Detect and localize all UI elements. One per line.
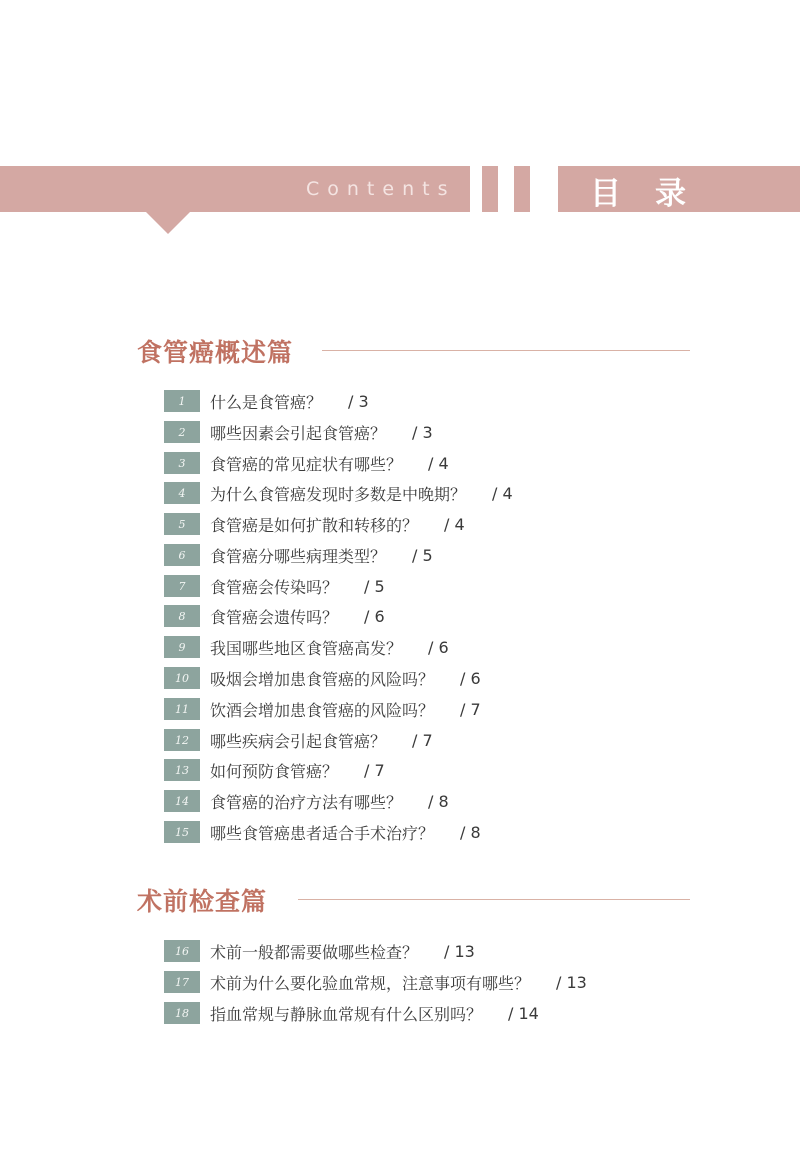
toc-item[interactable] bbox=[164, 636, 449, 658]
item-number: 2 bbox=[164, 421, 200, 443]
toc-item[interactable] bbox=[164, 421, 433, 443]
item-text: 食管癌会遗传吗？ bbox=[210, 607, 339, 627]
item-page: / 6 bbox=[364, 606, 385, 626]
item-page: / 7 bbox=[412, 730, 433, 750]
toc-item[interactable] bbox=[164, 790, 449, 812]
section-rule bbox=[322, 350, 690, 351]
toc-item[interactable] bbox=[164, 971, 587, 993]
item-number: 10 bbox=[164, 667, 200, 689]
item-page: / 4 bbox=[444, 514, 465, 534]
section-title-preop: 术前检查篇 bbox=[137, 887, 268, 916]
toc-item[interactable] bbox=[164, 452, 449, 474]
item-page: / 14 bbox=[508, 1003, 539, 1023]
item-text: 术前为什么要化验血常规，注意事项有哪些？ bbox=[210, 973, 531, 993]
toc-item[interactable] bbox=[164, 821, 481, 843]
toc-item[interactable] bbox=[164, 759, 385, 781]
item-number: 1 bbox=[164, 390, 200, 412]
item-number: 16 bbox=[164, 940, 200, 962]
toc-item[interactable] bbox=[164, 940, 475, 962]
item-text: 食管癌的常见症状有哪些？ bbox=[210, 454, 403, 474]
toc-item[interactable] bbox=[164, 605, 385, 627]
page-title: 目录 bbox=[590, 176, 720, 212]
item-text: 哪些食管癌患者适合手术治疗？ bbox=[210, 823, 435, 843]
item-number: 4 bbox=[164, 482, 200, 504]
item-page: / 4 bbox=[428, 453, 449, 473]
item-text: 哪些因素会引起食管癌？ bbox=[210, 423, 387, 443]
item-number: 11 bbox=[164, 698, 200, 720]
item-number: 14 bbox=[164, 790, 200, 812]
item-text: 食管癌的治疗方法有哪些？ bbox=[210, 792, 403, 812]
item-text: 术前一般都需要做哪些检查？ bbox=[210, 942, 419, 962]
item-number: 17 bbox=[164, 971, 200, 993]
contents-label: Contents bbox=[306, 178, 456, 200]
toc-item[interactable] bbox=[164, 482, 513, 504]
item-page: / 5 bbox=[412, 545, 433, 565]
item-page: / 13 bbox=[556, 972, 587, 992]
item-text: 饮酒会增加患食管癌的风险吗？ bbox=[210, 700, 435, 720]
item-number: 5 bbox=[164, 513, 200, 535]
item-number: 13 bbox=[164, 759, 200, 781]
item-page: / 6 bbox=[460, 668, 481, 688]
item-page: / 8 bbox=[460, 822, 481, 842]
item-number: 12 bbox=[164, 729, 200, 751]
toc-item[interactable] bbox=[164, 513, 465, 535]
item-page: / 6 bbox=[428, 637, 449, 657]
item-text: 我国哪些地区食管癌高发？ bbox=[210, 638, 403, 658]
item-number: 3 bbox=[164, 452, 200, 474]
item-text: 食管癌会传染吗？ bbox=[210, 577, 339, 597]
toc-item[interactable] bbox=[164, 390, 369, 412]
header-bar-2 bbox=[514, 166, 530, 212]
toc-item[interactable] bbox=[164, 667, 481, 689]
item-text: 吸烟会增加患食管癌的风险吗？ bbox=[210, 669, 435, 689]
item-number: 15 bbox=[164, 821, 200, 843]
item-page: / 8 bbox=[428, 791, 449, 811]
toc-item[interactable] bbox=[164, 575, 385, 597]
item-text: 食管癌分哪些病理类型？ bbox=[210, 546, 387, 566]
item-page: / 5 bbox=[364, 576, 385, 596]
item-page: / 3 bbox=[348, 391, 369, 411]
item-text: 食管癌是如何扩散和转移的？ bbox=[210, 515, 419, 535]
item-page: / 3 bbox=[412, 422, 433, 442]
item-number: 8 bbox=[164, 605, 200, 627]
item-text: 为什么食管癌发现时多数是中晚期？ bbox=[210, 484, 467, 504]
item-page: / 13 bbox=[444, 941, 475, 961]
item-text: 什么是食管癌？ bbox=[210, 392, 323, 412]
item-text: 哪些疾病会引起食管癌？ bbox=[210, 731, 387, 751]
item-page: / 4 bbox=[492, 483, 513, 503]
section-rule bbox=[298, 899, 690, 900]
item-number: 6 bbox=[164, 544, 200, 566]
item-text: 指血常规与静脉血常规有什么区别吗？ bbox=[210, 1004, 483, 1024]
header-bar-1 bbox=[482, 166, 498, 212]
toc-item[interactable] bbox=[164, 544, 433, 566]
item-number: 9 bbox=[164, 636, 200, 658]
toc-item[interactable] bbox=[164, 698, 481, 720]
item-page: / 7 bbox=[460, 699, 481, 719]
section-title-overview: 食管癌概述篇 bbox=[137, 338, 294, 367]
toc-item[interactable] bbox=[164, 1002, 539, 1024]
item-page: / 7 bbox=[364, 760, 385, 780]
item-text: 如何预防食管癌？ bbox=[210, 761, 339, 781]
item-number: 7 bbox=[164, 575, 200, 597]
header-notch bbox=[146, 212, 190, 234]
item-number: 18 bbox=[164, 1002, 200, 1024]
toc-item[interactable] bbox=[164, 729, 433, 751]
